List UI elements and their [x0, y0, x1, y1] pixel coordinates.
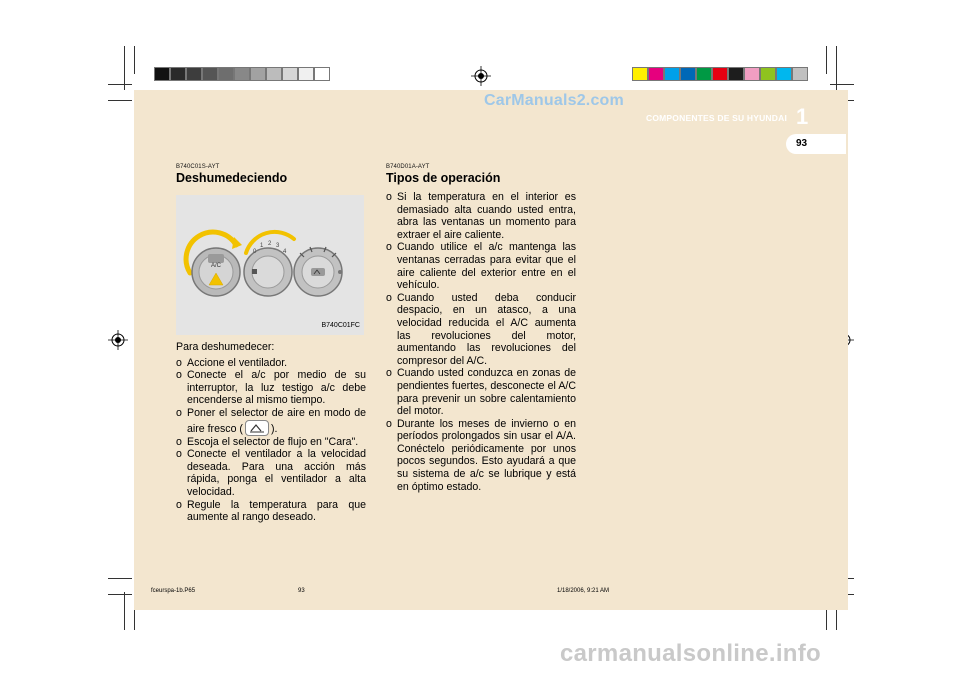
bullet-marker: o [176, 406, 182, 419]
list-item [176, 436, 366, 449]
list-item [176, 357, 366, 370]
bullet-marker: o [386, 417, 392, 430]
dehumidify-intro: Para deshumedecer: [176, 341, 275, 353]
bullet-marker: o [386, 367, 392, 380]
section-title: Tipos de operación [386, 171, 501, 185]
list-item [386, 292, 576, 368]
crop-mark [108, 100, 132, 101]
list-item-text: Cuando utilice el a/c mantenga las ventanas cerradas para evitar que el aire caliente del exterior entre en el vehículo. [397, 241, 576, 292]
gray-swatch [186, 67, 202, 81]
crop-mark [830, 84, 854, 85]
list-item-text: Cuando usted deba conducir despacio, en un atasco, a una velocidad reducida el A/C aumenta las revoluciones del motor, aumentando las revoluciones del compresor del A/C. [397, 291, 576, 367]
gray-swatch [298, 67, 314, 81]
color-swatch [680, 67, 696, 81]
list-item-text: Escoja el selector de flujo en "Cara". [187, 435, 359, 448]
crop-mark [134, 46, 135, 74]
gray-swatch [250, 67, 266, 81]
color-swatch [744, 67, 760, 81]
section-title: Deshumedeciendo [176, 171, 288, 185]
operation-tips-list [386, 191, 576, 493]
gray-swatch [266, 67, 282, 81]
list-item [176, 369, 366, 407]
list-item [386, 191, 576, 241]
list-item-text: Durante los meses de invierno o en períodos prolongados sin usar el A/A. Conéctelo periódicamente por unos pocos segundos. Esto ayudará a que su sistema de a/c se lubrique y está en óptimo estado. [397, 417, 576, 493]
chapter-title: COMPONENTES DE SU HYUNDAI [646, 113, 788, 123]
gray-swatch [234, 67, 250, 81]
crop-mark [108, 578, 132, 579]
footer-page-number: 93 [298, 588, 305, 594]
dehumidify-section [176, 164, 366, 524]
dial-number: 1 [260, 243, 264, 249]
color-swatch [648, 67, 664, 81]
watermark-top[interactable]: CarManuals2.com [484, 92, 624, 109]
crop-mark [826, 46, 827, 74]
list-item [386, 241, 576, 291]
list-item-text: Si la temperatura en el interior es demasiado alta cuando usted entra, abra las ventanas un momento para extraer el aire caliente. [397, 191, 576, 241]
list-item [386, 418, 576, 494]
bullet-marker: o [176, 498, 182, 511]
color-swatch [792, 67, 808, 81]
gray-swatch [282, 67, 298, 81]
bullet-marker: o [386, 191, 392, 203]
bullet-marker: o [176, 369, 182, 382]
bullet-marker: o [176, 356, 182, 369]
color-swatch [776, 67, 792, 81]
fresh-air-mode-icon [245, 420, 269, 436]
watermark-bottom[interactable]: carmanualsonline.info [560, 640, 822, 667]
section-code: B740C01S-AYT [176, 164, 220, 170]
list-item [176, 499, 366, 524]
gray-swatch [202, 67, 218, 81]
operation-tips-section [386, 164, 576, 493]
gray-swatch [218, 67, 234, 81]
figure-code: B740C01FC [321, 322, 360, 329]
list-item [176, 407, 366, 436]
dial-number: 2 [268, 241, 272, 247]
climate-control-figure [176, 195, 364, 335]
dial-number: 3 [276, 243, 280, 249]
climate-control-panel-illustration [176, 195, 364, 335]
color-swatch [760, 67, 776, 81]
list-item [386, 367, 576, 417]
crop-mark [108, 84, 132, 85]
ac-label: A/C [210, 263, 222, 269]
list-item-text: Accione el ventilador. [187, 356, 288, 369]
gray-swatch [170, 67, 186, 81]
footer-file-name: fceurspa-1b.P65 [151, 588, 196, 594]
gray-swatch [314, 67, 330, 81]
bullet-marker: o [386, 291, 392, 304]
list-item-text: ). [270, 422, 278, 435]
bullet-marker: o [176, 448, 182, 461]
gray-swatch [154, 67, 170, 81]
page-number-tab [786, 134, 846, 154]
section-code: B740D01A-AYT [386, 164, 430, 170]
color-swatch [664, 67, 680, 81]
crop-mark [108, 594, 132, 595]
dial-number: 0 [253, 249, 257, 255]
dial-number: 4 [283, 249, 287, 255]
registration-target-icon [108, 330, 128, 350]
list-item-text: Conecte el ventilador a la velocidad deseada. Para una acción más rápida, ponga el ventilador a alta velocidad. [187, 448, 366, 498]
list-item-text: Regule la temperatura para que aumente al rango deseado. [187, 498, 366, 524]
color-swatch [632, 67, 648, 81]
bullet-marker: o [176, 435, 182, 448]
footer-date: 1/18/2006, 9:21 AM [557, 588, 610, 594]
list-item-text: Cuando usted conduzca en zonas de pendientes fuertes, desconecte el A/C para prevenir un sobre calentamiento del motor. [397, 367, 576, 418]
color-swatch [728, 67, 744, 81]
chapter-number: 1 [796, 104, 809, 129]
crop-mark [124, 592, 125, 630]
list-item [176, 448, 366, 498]
color-swatch [696, 67, 712, 81]
color-calibration-bar [632, 67, 808, 83]
dehumidify-steps [176, 357, 366, 524]
list-item-text: Poner el selector de aire en modo de aire fresco ( [187, 406, 366, 435]
color-swatch [712, 67, 728, 81]
bullet-marker: o [386, 241, 392, 254]
page-number: 93 [796, 138, 808, 149]
registration-target-icon [471, 66, 491, 86]
list-item-text: Conecte el a/c por medio de su interruptor, la luz testigo a/c debe encenderse al mismo tiempo. [187, 369, 366, 407]
gray-calibration-bar [154, 67, 330, 83]
